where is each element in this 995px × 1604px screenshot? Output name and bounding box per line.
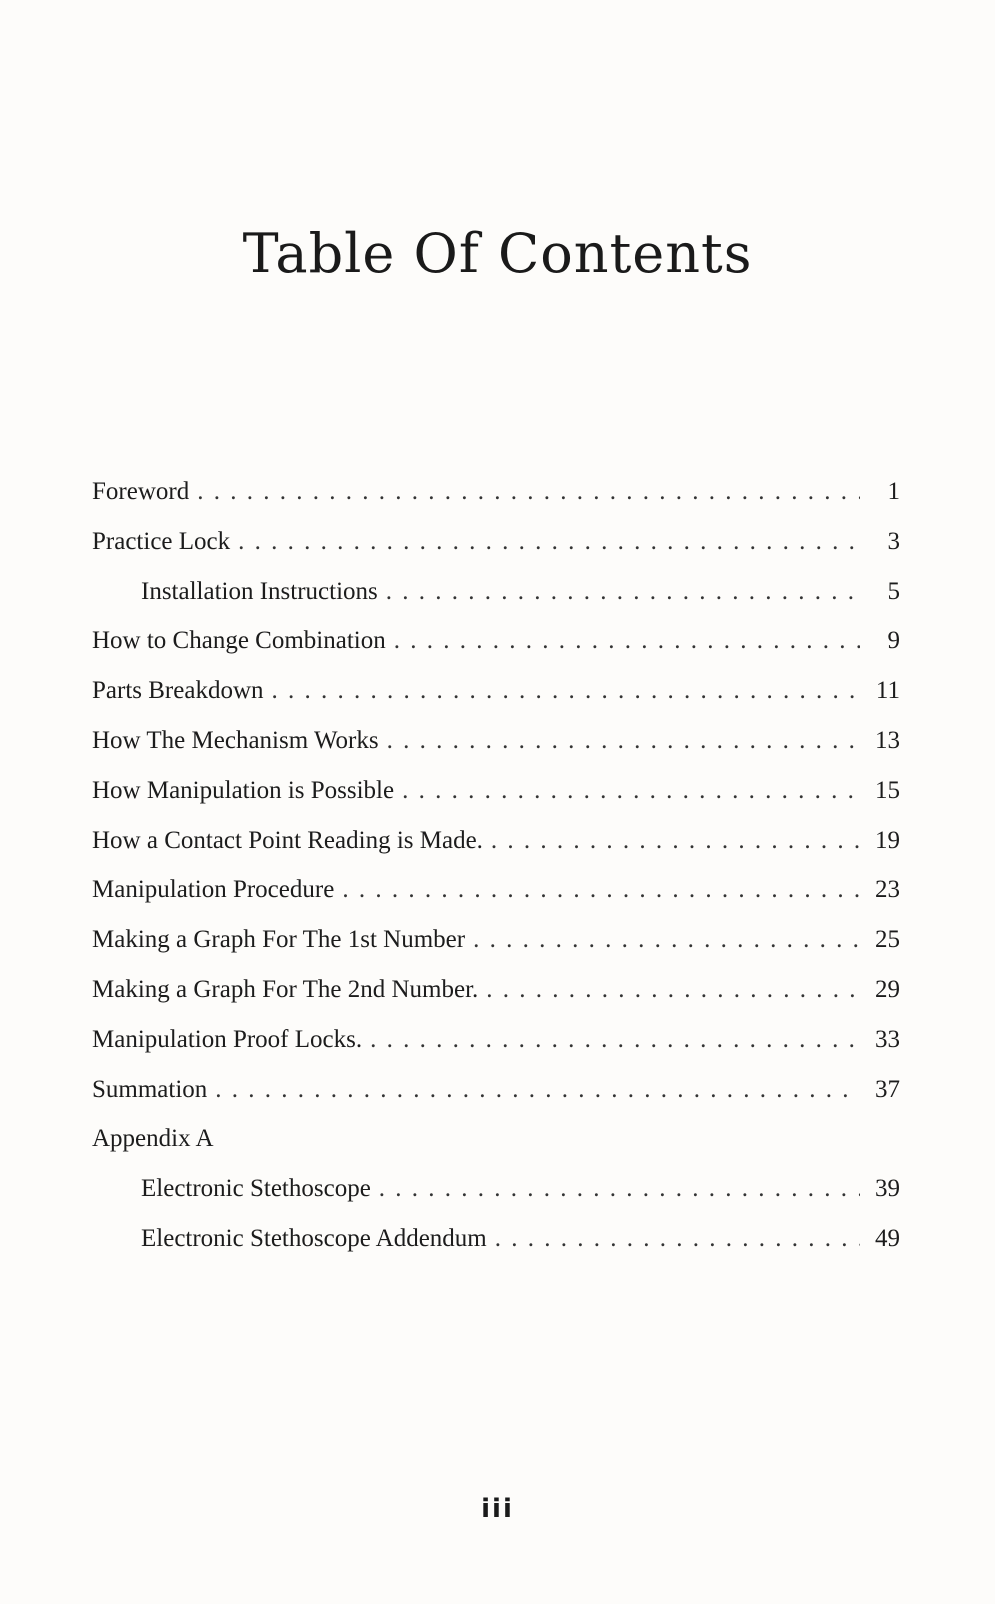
toc-entry — [92, 727, 900, 777]
toc-entry — [92, 1175, 900, 1225]
dot-leader — [379, 1175, 860, 1203]
dot-leader — [342, 876, 860, 904]
dot-leader — [402, 777, 860, 805]
toc-section-heading — [92, 1125, 900, 1175]
dot-leader — [238, 528, 860, 556]
toc-entry-page: 5 — [887, 577, 900, 605]
toc-entry-label: Foreword — [92, 478, 190, 505]
dot-leader — [387, 727, 860, 755]
toc-entry-label: How a Contact Point Reading is Made. — [92, 826, 483, 854]
toc-entry — [92, 627, 900, 677]
dot-leader — [495, 1225, 860, 1253]
toc-entry-page: 13 — [875, 726, 900, 754]
dot-leader — [272, 677, 861, 705]
toc-entry — [92, 1076, 900, 1126]
toc-entry-page: 49 — [875, 1224, 900, 1252]
toc-entry — [92, 677, 900, 727]
toc-entry-label: Parts Breakdown — [92, 677, 264, 705]
page-number: iii — [481, 1494, 514, 1524]
toc-entry-page: 1 — [887, 478, 900, 505]
toc-entry-label: Manipulation Proof Locks. — [92, 1025, 363, 1053]
dot-leader — [394, 627, 860, 655]
toc-entry-page: 37 — [875, 1075, 900, 1103]
toc-entry — [92, 1225, 900, 1275]
toc-entry-page: 3 — [887, 527, 900, 555]
toc-entry-label: How The Mechanism Works — [92, 726, 379, 754]
toc-entry-page: 15 — [875, 776, 900, 804]
toc-entry-label: Summation — [92, 1075, 208, 1103]
dot-leader — [491, 827, 860, 855]
toc-entry-label: Appendix A — [92, 1125, 214, 1153]
toc-entry — [92, 1026, 900, 1076]
toc-entry — [92, 976, 900, 1026]
toc-entry-page: 11 — [875, 677, 900, 705]
toc-entry-label: Practice Lock — [92, 527, 231, 555]
toc-entry-label: How Manipulation is Possible — [92, 776, 395, 804]
toc-entry — [92, 926, 900, 976]
toc-entry-label: Making a Graph For The 1st Number — [92, 926, 466, 954]
toc-entry-label: Electronic Stethoscope Addendum — [141, 1224, 487, 1252]
toc-entry-page: 25 — [875, 926, 900, 954]
toc-entry-page: 33 — [875, 1025, 900, 1053]
dot-leader — [386, 578, 860, 606]
dot-leader — [473, 926, 860, 954]
toc-entry — [92, 528, 900, 578]
toc-entry — [92, 777, 900, 827]
toc-entry-label: Electronic Stethoscope — [141, 1175, 371, 1203]
dot-leader — [215, 1076, 860, 1104]
toc-entry-label: Making a Graph For The 2nd Number. — [92, 975, 479, 1003]
toc-entry-page: 23 — [875, 876, 900, 904]
toc-entry — [92, 478, 900, 528]
toc-entry-page: 19 — [875, 826, 900, 854]
toc-entry — [92, 578, 900, 628]
toc-entry-page: 29 — [875, 975, 900, 1003]
dot-leader — [370, 1026, 860, 1054]
toc-entry-page: 9 — [887, 627, 900, 655]
table-of-contents — [92, 478, 900, 1275]
dot-leader — [197, 478, 860, 506]
toc-entry-label: How to Change Combination — [92, 627, 386, 655]
toc-entry — [92, 827, 900, 877]
page-title: Table Of Contents — [242, 222, 753, 285]
toc-entry-label: Installation Instructions — [141, 577, 378, 605]
toc-entry-label: Manipulation Procedure — [92, 876, 335, 904]
dot-leader — [486, 976, 860, 1004]
toc-entry — [92, 876, 900, 926]
toc-entry-page: 39 — [875, 1175, 900, 1203]
